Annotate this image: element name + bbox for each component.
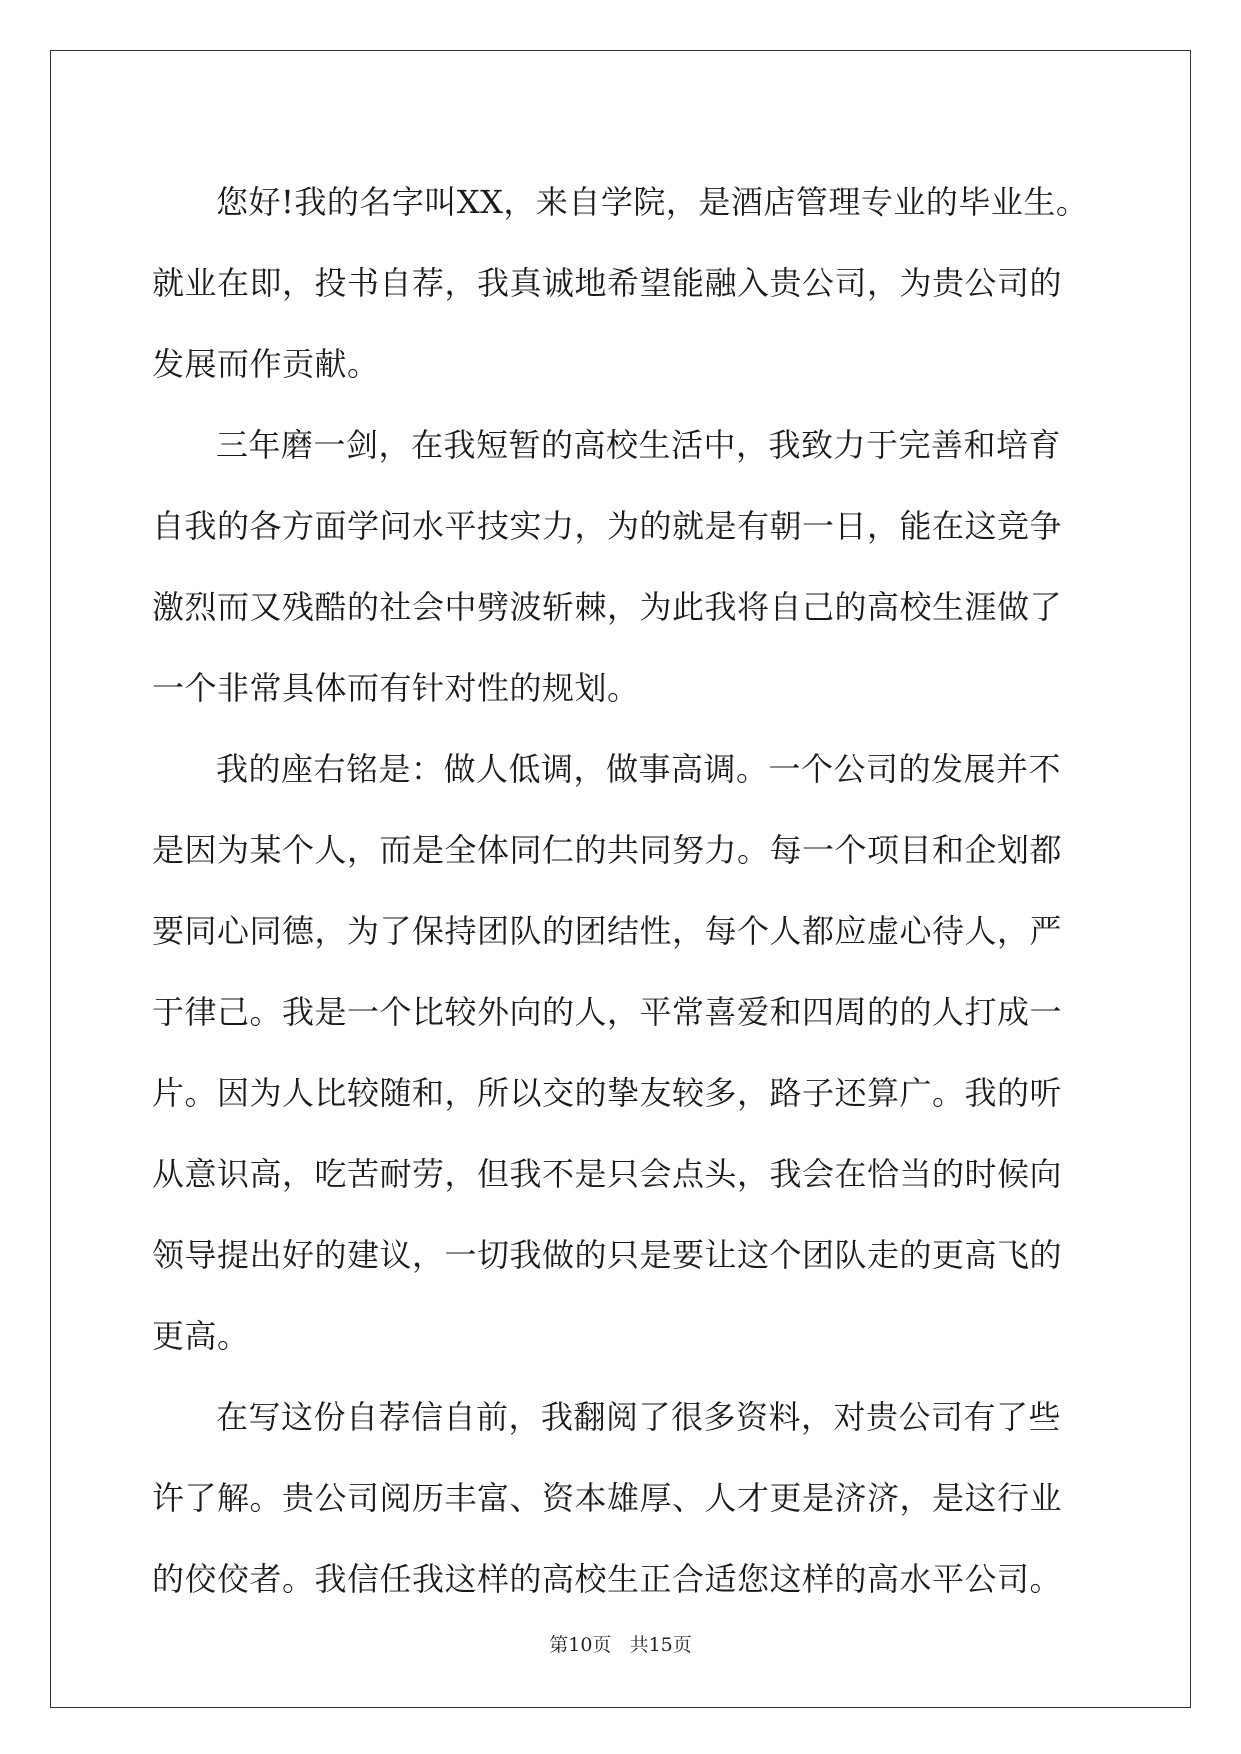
paragraph-closing: 在写这份自荐信自前，我翻阅了很多资料，对贵公司有了些许了解。贵公司阅历丰富、资本雄厚、人才更是济济，是这行业的佼佼者。我信任我这样的高校生正合适您这样的高水平公司。 [152, 1398, 1063, 1598]
footer-spacer [611, 1634, 629, 1656]
page-footer [0, 1630, 1241, 1657]
paragraph-intro: 您好!我的名字叫XX，来自学院，是酒店管理专业的毕业生。就业在即，投书自荐，我真诚地希望能融入贵公司，为贵公司的发展而作贡献。 [152, 183, 1089, 383]
letter-body [152, 162, 1092, 1620]
page-number: 第10页 [549, 1634, 612, 1656]
paragraph-motto: 我的座右铭是：做人低调，做事高调。一个公司的发展并不是因为某个人，而是全体同仁的共同努力。每一个项目和企划都要同心同德，为了保持团队的团结性，每个人都应虚心待人，严于律己。我是一个比较外向的人，平常喜爱和四周的的人打成一片。因为人比较随和，所以交的挚友较多，路子还算广。我的听从意识高，吃苦耐劳，但我不是只会点头，我会在恰当的时候向领导提出好的建议，一切我做的只是要让这个团队走的更高飞的更高。 [152, 750, 1063, 1355]
page-total: 共15页 [629, 1634, 692, 1656]
paragraph-study: 三年磨一剑，在我短暂的高校生活中，我致力于完善和培育自我的各方面学问水平技实力，为的就是有朝一日，能在这竞争激烈而又残酷的社会中劈波斩棘，为此我将自己的高校生涯做了一个非常具体而有针对性的规划。 [152, 426, 1063, 707]
